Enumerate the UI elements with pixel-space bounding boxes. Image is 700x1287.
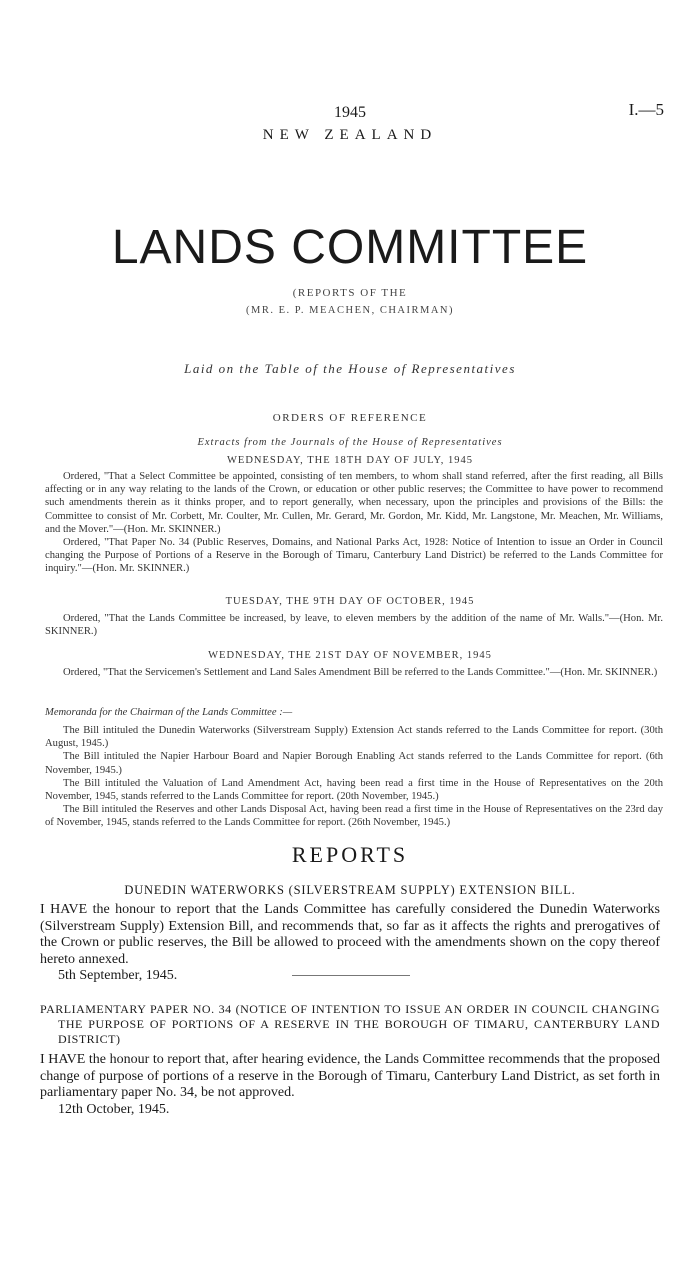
order-paragraph: Ordered, "That the Servicemen's Settlement and Land Sales Amendment Bill be referred to the Lands Committee."—(Hon. Mr. SKINNER.) [63,667,658,678]
report-1-date: 5th September, 1945. [58,968,178,984]
extracts-heading: Extracts from the Journals of the House of Representatives [197,437,503,448]
memo-heading [45,706,663,719]
report-2-title-block [40,1002,660,1046]
memo-paragraph: The Bill intituled the Valuation of Land Amendment Act, having been read a first time in the House of Representatives on the 20th November, 1945, stands referred to the Lands Committee for report. (20th November, 1945.) [45,777,663,803]
chairman-line: (MR. E. P. MEACHEN, CHAIRMAN) [245,305,454,316]
orders-block-1 [45,470,663,576]
orders-block-2 [45,612,663,638]
order-paragraph: Ordered, "That the Lands Committee be increased, by leave, to eleven members by the addition of the name of Mr. Walls."—(Hon. Mr. SKINNER.) [45,613,663,638]
order-paragraph: Ordered, "That Paper No. 34 (Public Reserves, Domains, and National Parks Act, 1928: Notice of Intention to issue an Order in Council changing the Purpose of Portions of a Reserve in the Borough of Timaru, Canterbury Land District) be referred to the Lands Committee for inquiry."—(Hon. Mr. SKINNER.) [45,537,663,575]
report-2-title: PARLIAMENTARY PAPER NO. 34 (NOTICE OF INTENTION TO ISSUE AN ORDER IN COUNCIL CHANGING THE PURPOSE OF PORTIONS OF A RESERVE IN THE BOROUGH OF TIMARU, CANTERBURY LAND DISTRICT) [40,1002,660,1046]
order-date-3: WEDNESDAY, THE 21ST DAY OF NOVEMBER, 1945 [208,650,492,661]
report-1-title: DUNEDIN WATERWORKS (SILVERSTREAM SUPPLY) EXTENSION BILL. [124,883,576,897]
report-2-date: 12th October, 1945. [58,1101,170,1117]
orders-heading: ORDERS OF REFERENCE [272,412,428,424]
report-1 [40,902,660,985]
laid-on-table: Laid on the Table of the House of Representatives [184,361,516,376]
report-2-body: I HAVE the honour to report that, after hearing evidence, the Lands Committee recommends that the proposed change of purpose of portions of a reserve in the Borough of Timaru, Canterbury Land District, as set forth in parliamentary paper No. 34, be not approved. [40,1052,660,1101]
order-paragraph: Ordered, "That a Select Committee be appointed, consisting of ten members, to whom shall stand referred, after the first reading, all Bills affecting or in any way relating to the lands of the Crown, or education or other public reserves; the Committee to have power to recommend such amendments therein as it thinks proper, and to report generally, when necessary, upon the principles and provisions of the Bills: the Committee to consist of Mr. Corbett, Mr. Coulter, Mr. Cullen, Mr. Gerard, Mr. Gordon, Mr. Kidd, Mr. Langstone, Mr. Meachen, Mr. Williams, and the Mover."—(Hon. Mr. SKINNER.) [45,471,663,535]
memo-paragraph: The Bill intituled the Reserves and other Lands Disposal Act, having been read a first time in the House of Representatives on the 23rd day of November, 1945, stands referred to the Lands Committee for report. (26th November, 1945.) [45,804,663,829]
paper-code: I.—5 [628,100,664,119]
order-date-2: TUESDAY, THE 9TH DAY OF OCTOBER, 1945 [225,596,475,607]
order-date-1: WEDNESDAY, THE 18TH DAY OF JULY, 1945 [227,455,473,466]
report-1-body: I HAVE the honour to report that the Lands Committee has carefully considered the Dunedin Waterworks (Silverstream Supply) Extension Bill, and recommends that, so far as it affects the rights and prerogatives of the Crown or public reserves, the Bill be allowed to proceed with the amendments shown on the copy thereof hereto annexed. [40,902,660,967]
memo-heading-text: Memoranda for the Chairman of the Lands Committee :— [45,707,293,718]
section-divider [292,975,410,976]
orders-block-3 [45,666,663,679]
page-title: LANDS COMMITTEE [111,221,589,274]
report-2 [40,1052,660,1118]
subtitle: (REPORTS OF THE [292,287,408,299]
year: 1945 [334,104,366,121]
memo-paragraph: The Bill intituled the Dunedin Waterworks (Silverstream Supply) Extension Act stands referred to the Lands Committee for report. (30th August, 1945.) [45,725,663,750]
country: NEW ZEALAND [262,127,438,143]
memoranda-block [45,724,663,830]
memo-paragraph: The Bill intituled the Napier Harbour Board and Napier Borough Enabling Act stands referred to the Lands Committee for report. (6th November, 1945.) [45,751,663,776]
reports-heading: REPORTS [291,842,409,867]
